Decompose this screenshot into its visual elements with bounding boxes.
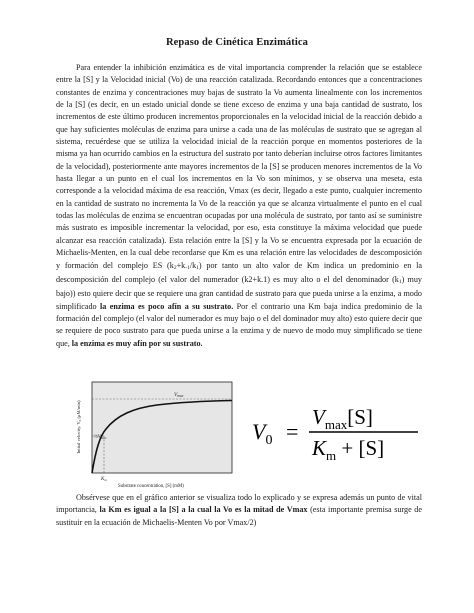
subscript: 2 [173,264,177,271]
equals-sign: = [286,419,299,444]
equation-denominator: $K_m + [S]$ [312,436,385,463]
michaelis-menten-figure [72,379,234,489]
paragraph-text: +k [176,260,186,270]
paragraph-text: ) muy bajo)) esto quiere decir que se requiere una gran cantidad de sustrato para que pueda unirse a la enzima, a modo simplificado [56,274,422,311]
km-label: $K_m$ [101,477,107,482]
michaelis-menten-equation [252,398,442,464]
subscript: 1 [196,264,199,271]
x-axis-label: Substrate concentration, [S] (mM) [118,484,184,489]
equation-numerator: $V_{max}[S]$ [312,405,373,432]
paragraph-text: Para entender la inhibición enzimática es de vital importancia comprender la relación que se establece entre la [S] y la Velocidad inicial (Vo) de una reacción catalizada. Recordando entonces que a concentraciones constantes de enzima y concentraciones muy bajas de sustrato la Vo aumenta linealmente con los incrementos de la [S] (es decir, en un estado unicial donde se tiene exceso de enzima y una baja cantidad de sustrato, los incrementos de este último producen incrementos proporcionales en la velocidad inicial de la reacción debido a que hay suficientes moléculas de enzima para unirse a cada una de las moléculas de sustrato que se agregan al sistema, recuérdese que se utiliza la velocidad inicial de la reacción porque en momentos posteriores de la misma ya han ocurrido cambios en la estructura del sustrato por tanto deberían incluirse otros factores limitantes de la velocidad), posteriormente ante mayores incrementos de la [S] se producen menores incrementos de la Vo hasta llegar a un punto en el cual los incrementos en la Vo son mínimos, y se observa una meseta, esta corresponde a la velocidad máxima de esa reacción, Vmax (es decir, llegado a este punto, cualquier incremento en la cantidad de sustrato no incrementa la Vo de la reacción ya que se alcanza virtualmente el punto en el cual todas las moléculas de enzima se encuentran ocupadas por una molécula de sustrato, por tanto así se suministre más sustrato es imposible incrementar la velocidad, por eso, esta constituye la máxima velocidad que puede alcanzar esa reacción catalizada). Esta relación entre la [S] y la Vo se encuentra expresada por la ecuación de Michaelis-Menten, en la cual debe recordarse que Km es una relación entre las velocidades de descomposición y formación del complejo ES (k [56,63,422,270]
vmax-label: Vmax [174,392,184,398]
subscript: -1 [185,264,190,271]
equation-graphic [252,398,442,464]
page-title: Repaso de Cinética Enzimática [165,37,308,48]
bold-statement: la enzima es poco afín a su sustrato. [100,301,234,311]
plot-area [92,382,232,473]
half-vmax-label: $\frac{1}{2}V_{max}$ [94,435,107,440]
paragraph-text: Por el contrario una Km baja indica predominio de la formación del complejo (el valor del numerador es muy bajo o el del dominador muy alto) esto quiere decir que se requiere de poco sustrato para que pueda unirse a la enzima y de nuevo de modo muy simplificado se tiene que, [56,301,422,348]
subscript: 1 [398,278,402,285]
bold-statement: la Km es igual a la [S] a la cual la Vo es la mitad de Vmax [99,505,308,515]
paragraph-text: ) por tanto un alto valor de Km indica un predominio en la descomposición del complejo (el valor del numerador (k2+k.1) es muy alto o el del denominador (k [56,260,422,284]
y-axis-label: Initial velocity, $V_0$ (μM/min) [76,400,82,454]
paragraph-intro [56,62,422,350]
bold-statement: la enzima es muy afín por su sustrato. [71,338,203,348]
paragraph-conclusion [56,492,422,529]
paragraph-text: /k [189,260,197,270]
saturation-curve-plot [72,379,234,489]
v0-symbol: $V_0$ [252,419,273,448]
paragraph-text: (esta importante premisa surge de sustituir en la ecuación de Michaelis-Menten Vo por Vmax/2) [56,505,422,527]
paragraph-text: Obsérvese que en el gráfico anterior se visualiza todo lo explicado y se expresa además un punto de vital importancia, [56,493,422,515]
